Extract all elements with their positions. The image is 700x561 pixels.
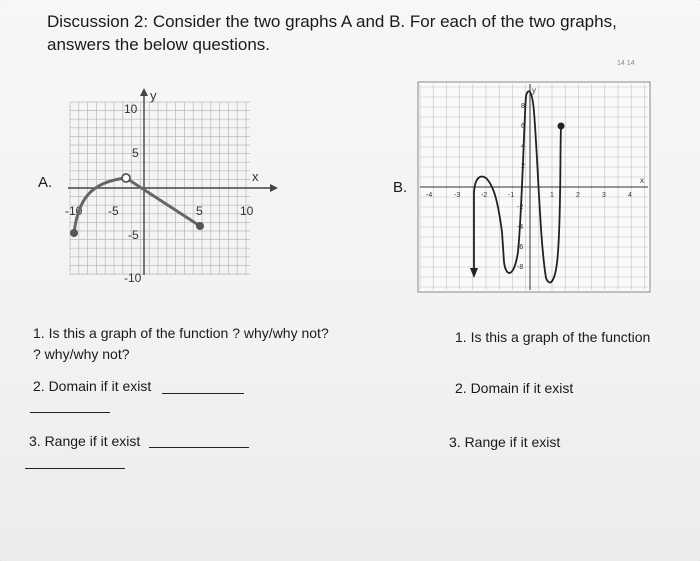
graph-a-tick-y-neg5: -5 — [128, 228, 139, 242]
graph-b — [418, 82, 650, 292]
left-q2-answer-line[interactable] — [162, 393, 244, 394]
graph-a-closed-point-right — [196, 222, 204, 230]
graph-b-tick-y-4: 4 — [521, 143, 525, 150]
graph-a-y-arrow — [140, 88, 148, 96]
graph-a-tick-y-10: 10 — [124, 102, 138, 116]
graph-a-tick-y-5: 5 — [132, 146, 139, 160]
prompt-line-1: Discussion 2: Consider the two graphs A and B. For each of the two graphs, — [47, 12, 617, 31]
graph-b-tick-y-neg6: -6 — [517, 244, 524, 251]
graph-a-closed-point-left — [70, 229, 78, 237]
graph-b-y-label: y — [532, 86, 536, 95]
graph-a-tick-x-10: 10 — [240, 204, 254, 218]
right-q1: 1. Is this a graph of the function — [455, 329, 651, 345]
graph-b-tick-x-2: 2 — [576, 192, 580, 199]
graph-b-tick-y-neg2: -2 — [517, 204, 524, 211]
left-q1-line2: ? why/why not? — [33, 346, 130, 362]
graph-b-tick-x-neg2: -2 — [481, 192, 488, 199]
graph-b-tick-x-4: 4 — [628, 192, 632, 199]
graph-b-tick-y-neg8: -8 — [517, 264, 524, 271]
graph-a-open-point — [122, 174, 130, 182]
graph-a-x-arrow — [270, 184, 278, 192]
graph-b-tick-x-1: 1 — [550, 192, 554, 199]
graph-b-label: B. — [393, 179, 408, 196]
prompt-line-2: answers the below questions. — [47, 35, 271, 54]
graph-b-tick-x-neg4: -4 — [426, 192, 433, 199]
graph-a-label: A. — [38, 174, 53, 191]
left-q2-answer-line-2[interactable] — [30, 412, 110, 413]
graph-a — [60, 80, 280, 290]
graph-b-tick-x-3: 3 — [602, 192, 606, 199]
discussion-prompt — [47, 10, 647, 56]
graph-a-tick-x-5: 5 — [196, 204, 203, 218]
graph-b-tick-x-neg1: -1 — [508, 192, 515, 199]
graph-a-x-label: x — [252, 169, 259, 184]
left-q2: 2. Domain if it exist — [33, 378, 152, 394]
left-q3-answer-line[interactable] — [149, 447, 249, 448]
page-number: 14 14 — [617, 60, 635, 67]
graph-a-tick-x-neg5: -5 — [108, 204, 119, 218]
graph-b-tick-x-neg3: -3 — [454, 192, 461, 199]
graph-b-closed-point — [558, 123, 565, 130]
left-q1-line1: 1. Is this a graph of the function ? why/why not? — [33, 325, 329, 341]
graph-b-tick-y-2: 2 — [521, 163, 525, 170]
graph-a-tick-y-neg10: -10 — [124, 271, 142, 285]
graph-b-tick-y-8: 8 — [521, 103, 525, 110]
left-q3: 3. Range if it exist — [29, 433, 141, 449]
right-q2: 2. Domain if it exist — [455, 380, 574, 396]
graph-a-y-label: y — [150, 88, 157, 103]
graph-b-tick-y-neg4: -4 — [517, 224, 524, 231]
graph-a-segment — [126, 178, 200, 226]
graph-a-tick-x-neg10: -10 — [65, 204, 83, 218]
right-q3: 3. Range if it exist — [449, 434, 561, 450]
left-q3-answer-line-2[interactable] — [25, 468, 125, 469]
graph-b-x-label: x — [640, 176, 644, 185]
graph-b-tick-y-6: 6 — [521, 123, 525, 130]
